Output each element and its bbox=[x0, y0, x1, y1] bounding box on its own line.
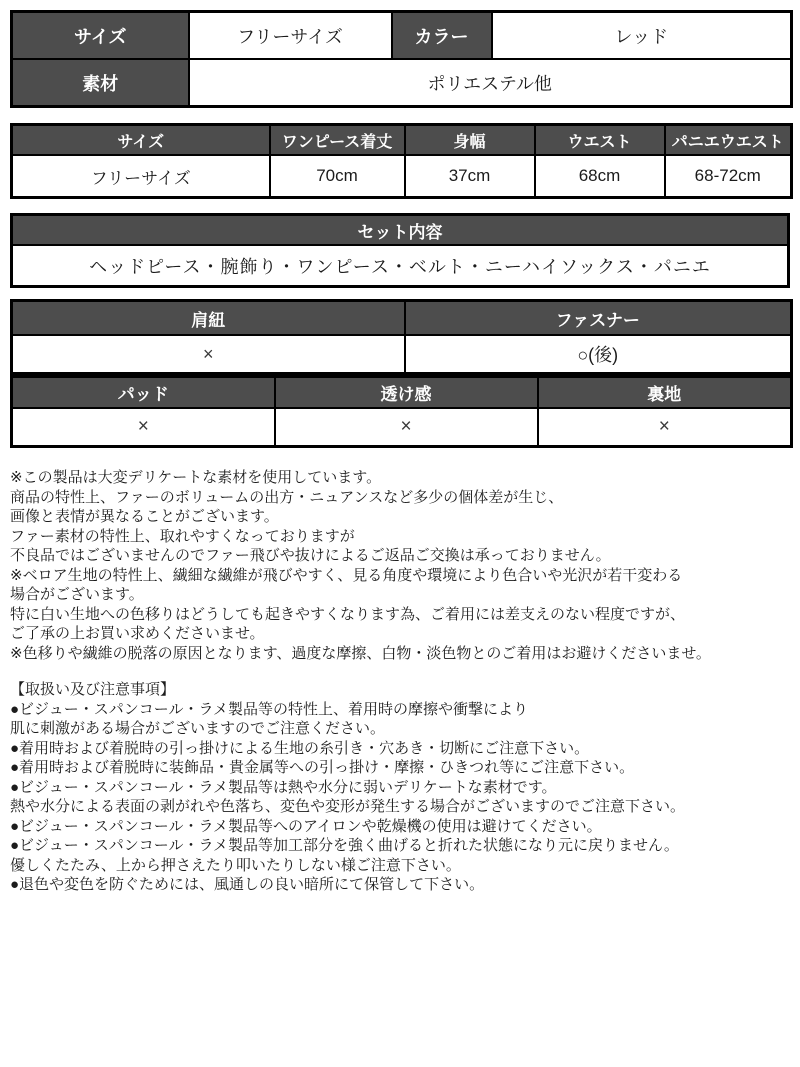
measure-size-value: フリーサイズ bbox=[12, 155, 270, 198]
care-line: ●着用時および着脱時の引っ掛けによる生地の糸引き・穴あき・切断にご注意下さい。 bbox=[10, 739, 590, 757]
size-header: サイズ bbox=[12, 12, 189, 60]
pannier-waist-header: パニエウエスト bbox=[665, 125, 792, 156]
measurements-table bbox=[10, 123, 793, 199]
table-row bbox=[12, 245, 789, 287]
note-line: 画像と表情が異なることがございます。 bbox=[10, 508, 279, 525]
pad-header: パッド bbox=[12, 377, 275, 409]
shoulder-strap-header: 肩紐 bbox=[12, 301, 405, 336]
note-line: ※この製品は大変デリケートな素材を使用しています。 bbox=[10, 469, 382, 486]
fastener-header: ファスナー bbox=[405, 301, 792, 336]
care-line: ●ビジュー・スパンコール・ラメ製品等へのアイロンや乾燥機の使用は避けてください。 bbox=[10, 817, 602, 835]
body-width-value: 37cm bbox=[405, 155, 535, 198]
table-row bbox=[12, 377, 792, 409]
note-line: 特に白い生地への色移りはどうしても起きやすくなります為、ご着用には差支えのない程度ですが、 bbox=[10, 605, 686, 623]
set-contents-value: ヘッドピース・腕飾り・ワンピース・ベルト・ニーハイソックス・パニエ bbox=[12, 245, 789, 287]
sheerness-header: 透け感 bbox=[275, 377, 538, 409]
pad-sheer-lining-table bbox=[10, 375, 793, 448]
care-line: ●退色や変色を防ぐためには、風通しの良い暗所にて保管して下さい。 bbox=[10, 876, 485, 893]
lining-value: × bbox=[538, 408, 792, 447]
material-header: 素材 bbox=[12, 59, 189, 107]
dress-length-value: 70cm bbox=[270, 155, 405, 198]
care-line: 肌に刺激がある場合がございますのでご注意ください。 bbox=[10, 720, 386, 737]
note-line: 商品の特性上、ファーのボリュームの出方・ニュアンスなど多少の個体差が生じ、 bbox=[10, 488, 564, 506]
lining-header: 裏地 bbox=[538, 377, 792, 409]
color-header: カラー bbox=[392, 12, 492, 60]
care-line: ●ビジュー・スパンコール・ラメ製品等加工部分を強く曲げると折れた状態になり元に戻りません。 bbox=[10, 837, 679, 854]
care-line: 熱や水分による表面の剥がれや色落ち、変色や変形が発生する場合がございますのでご注意下さい。 bbox=[10, 798, 686, 815]
shoulder-strap-value: × bbox=[12, 335, 405, 374]
pannier-waist-value: 68-72cm bbox=[665, 155, 792, 198]
table-row bbox=[12, 155, 792, 198]
table-row bbox=[12, 301, 792, 336]
fastener-value: ○(後) bbox=[405, 335, 792, 374]
sheerness-value: × bbox=[275, 408, 538, 447]
measure-size-header: サイズ bbox=[12, 125, 270, 156]
waist-header: ウエスト bbox=[535, 125, 665, 156]
set-contents-header: セット内容 bbox=[12, 215, 789, 246]
note-line: 場合がございます。 bbox=[10, 586, 144, 603]
care-instructions-title: 【取扱い及び注意事項】 bbox=[10, 681, 176, 698]
body-width-header: 身幅 bbox=[405, 125, 535, 156]
note-line: ※ベロア生地の特性上、繊細な繊維が飛びやすく、見る角度や環境により色合いや光沢が若干変わる bbox=[10, 566, 683, 584]
table-row bbox=[12, 12, 792, 60]
waist-value: 68cm bbox=[535, 155, 665, 198]
care-line: ●ビジュー・スパンコール・ラメ製品等の特性上、着用時の摩擦や衝撃により bbox=[10, 700, 529, 718]
material-notes bbox=[10, 468, 790, 895]
color-value: レッド bbox=[492, 12, 792, 60]
size-value: フリーサイズ bbox=[189, 12, 392, 60]
table-row bbox=[12, 215, 789, 246]
care-line: 優しくたたみ、上から押さえたり叩いたりしない様ご注意下さい。 bbox=[10, 856, 461, 874]
note-line: 不良品ではございませんのでファー飛びや抜けによるご返品ご交換は承っておりません。 bbox=[10, 547, 611, 564]
care-line: ●ビジュー・スパンコール・ラメ製品等は熱や水分に弱いデリケートな素材です。 bbox=[10, 778, 557, 796]
pad-value: × bbox=[12, 408, 275, 447]
material-value: ポリエステル他 bbox=[189, 59, 792, 107]
table-row bbox=[12, 335, 792, 374]
note-line: ファー素材の特性上、取れやすくなっておりますが bbox=[10, 527, 355, 545]
note-line: ※色移りや繊維の脱落の原因となります、過度な摩擦、白物・淡色物とのご着用はお避けくださいませ。 bbox=[10, 644, 711, 662]
table-row bbox=[12, 408, 792, 447]
table-row bbox=[12, 125, 792, 156]
care-line: ●着用時および着脱時に装飾品・貴金属等への引っ掛け・摩擦・ひきつれ等にご注意下さい。 bbox=[10, 759, 635, 776]
strap-fastener-table bbox=[10, 299, 793, 375]
table-row bbox=[12, 59, 792, 107]
note-line: ご了承の上お買い求めくださいませ。 bbox=[10, 625, 265, 642]
dress-length-header: ワンピース着丈 bbox=[270, 125, 405, 156]
size-color-material-table bbox=[10, 10, 793, 108]
set-contents-table bbox=[10, 213, 790, 288]
